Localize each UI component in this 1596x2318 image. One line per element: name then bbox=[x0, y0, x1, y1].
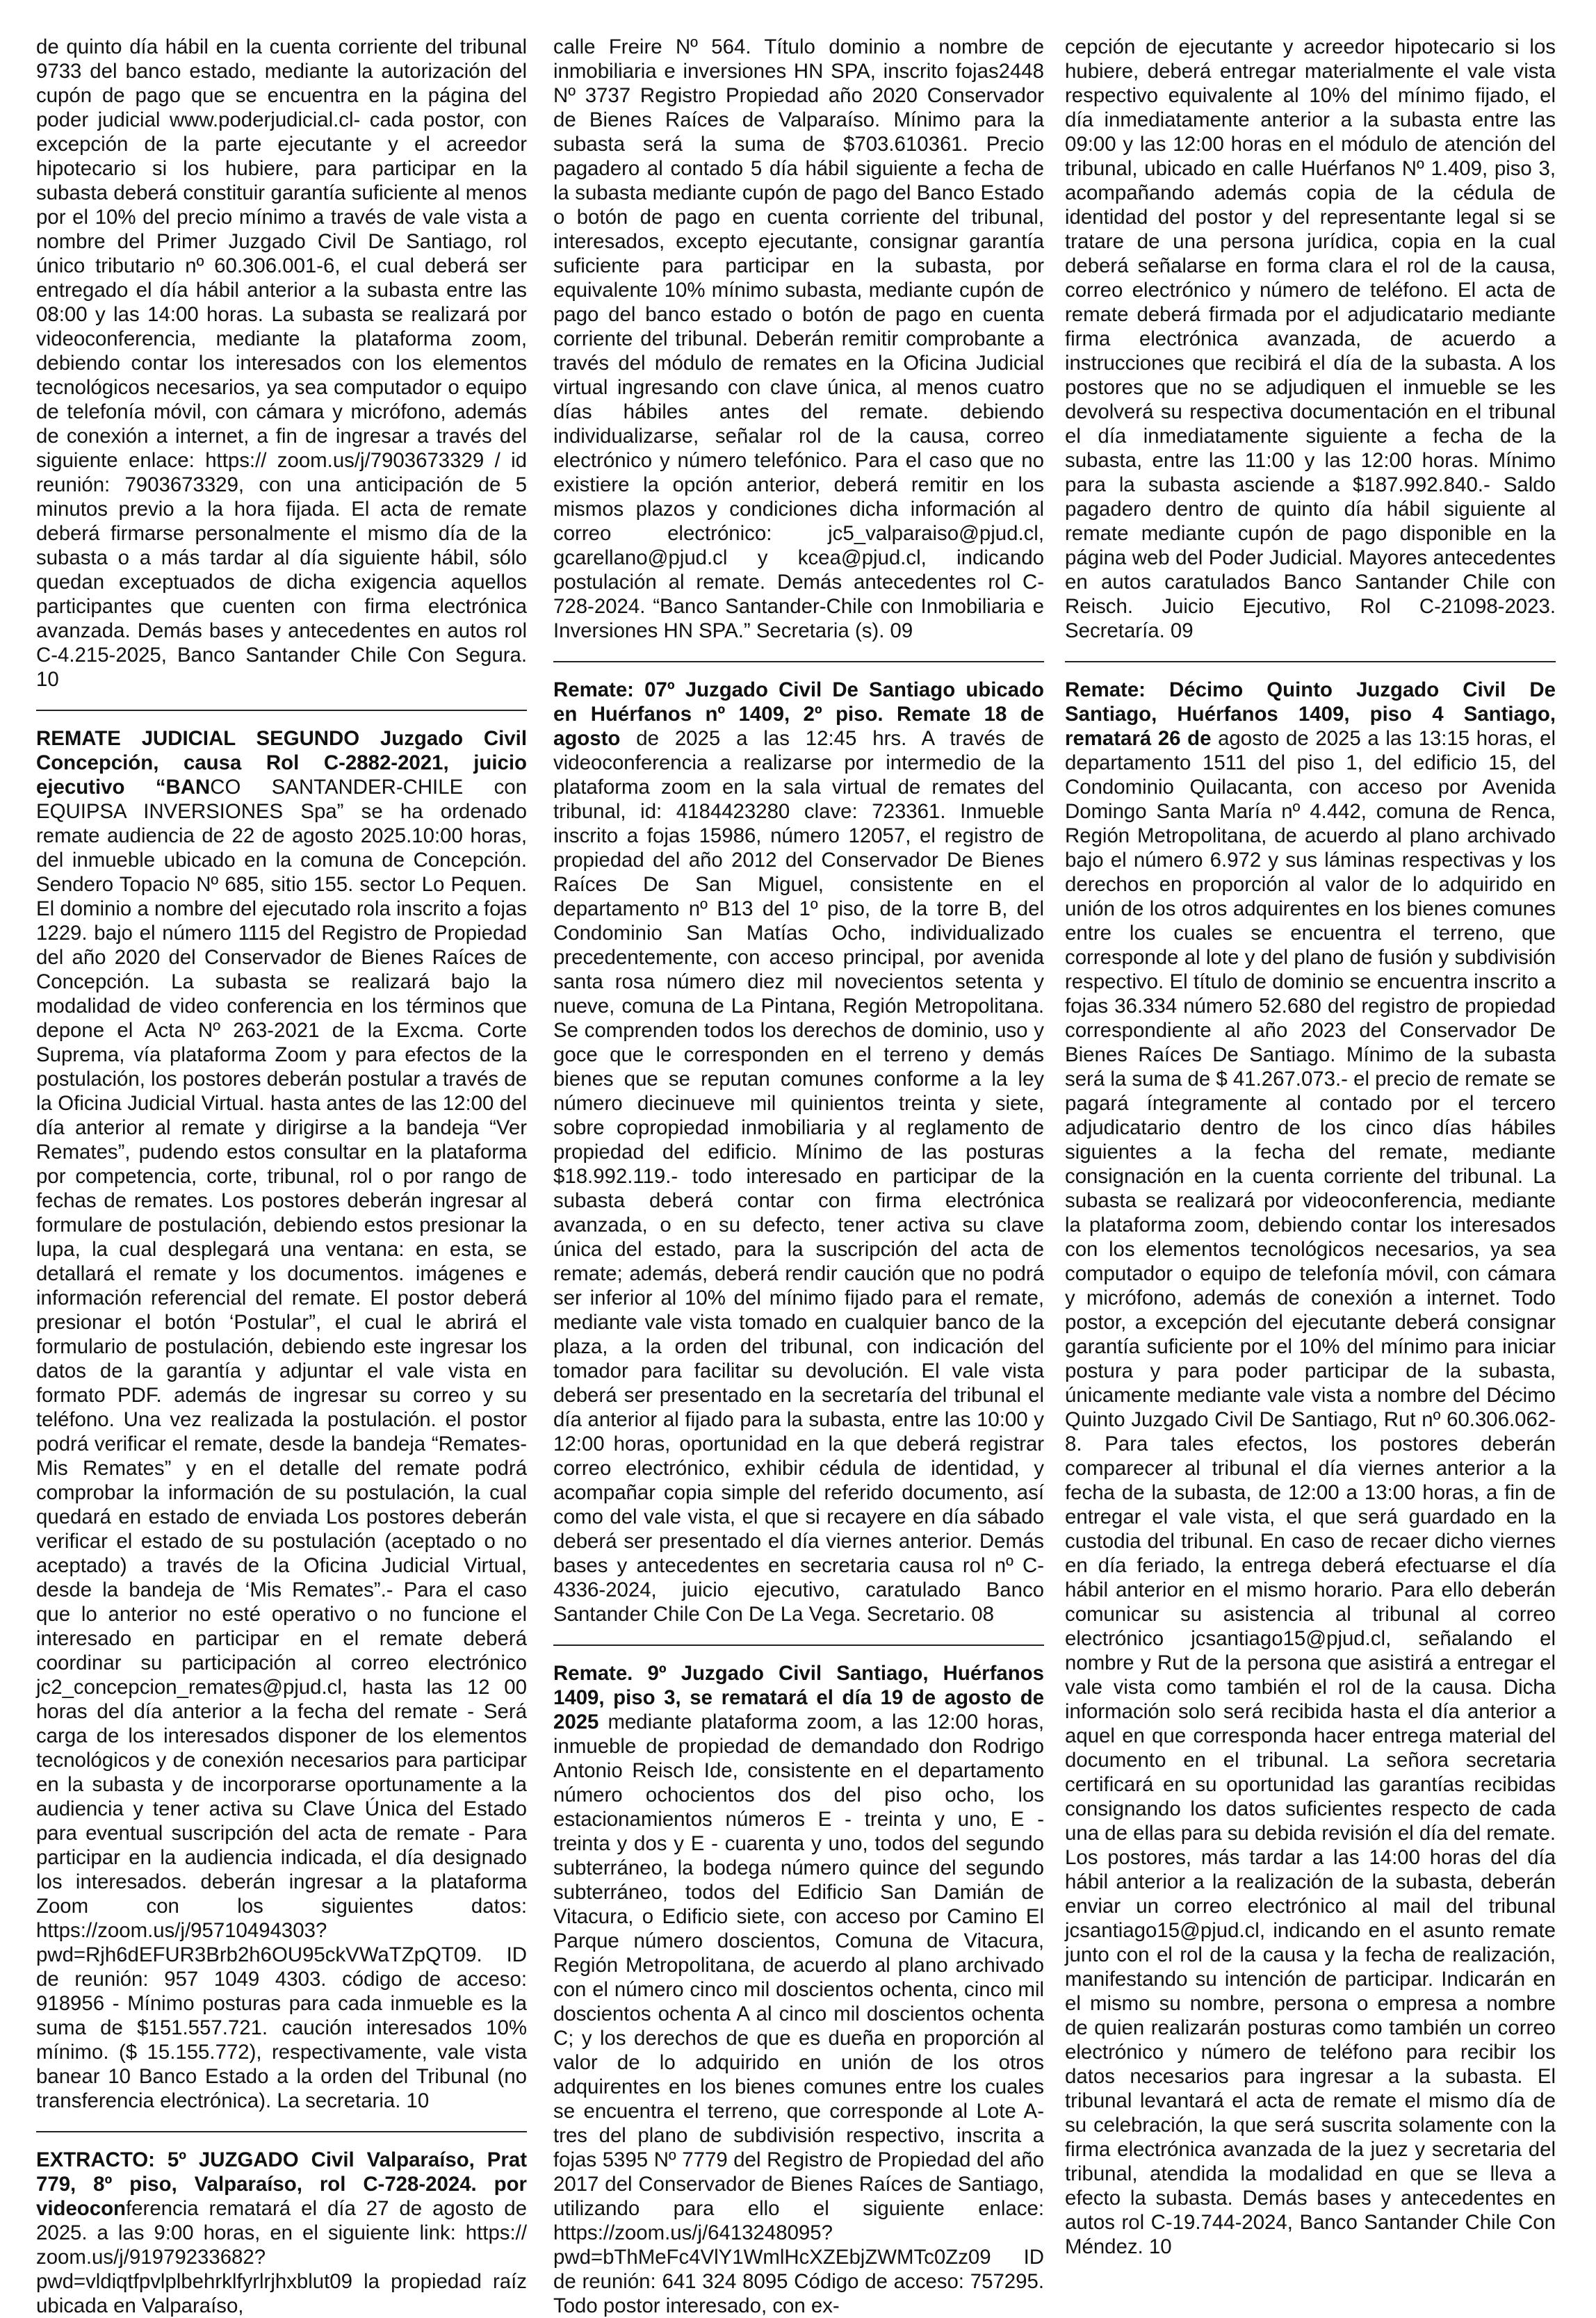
notice-lead: Remate: 07º Juzgado Civil De Santiago ubicado en Huérfanos nº 1409, 2º piso. Remate 18 de agosto bbox=[553, 678, 1044, 750]
notice-divider bbox=[36, 2131, 527, 2132]
column-1 bbox=[36, 35, 527, 2318]
notice-continuation bbox=[36, 35, 527, 692]
notice-lead: Remate: Décimo Quinto Juzgado Civil De Santiago, Huérfanos 1409, piso 4 Santiago, rematará 26 de bbox=[1065, 678, 1556, 750]
notice-body: cepción de ejecutante y acreedor hipotecario si los hubiere, deberá entregar materialmente el vale vista respectivo equivalente al 10% del mínimo fijado, el día inmediatamente anterior a la subasta entre las 09:00 y las 12:00 horas en el módulo de atención del tribunal, ubicado en calle Huérfanos Nº 1.409, piso 3, acompañando además copia de la cédula de identidad del postor y del representante legal si se tratare de una persona jurídica, copia en la cual deberá señalarse en forma clara el rol de la causa, correo electrónico y número de teléfono. El acta de remate deberá firmada por el adjudicatario mediante firma electrónica avanzada, de acuerdo a instrucciones que recibirá el día de la subasta. A los postores que no se adjudiquen el inmueble se les devolverá su respectiva documentación en el tribunal el día inmediatamente siguiente a fecha de la subasta, entre las 11:00 y las 12:00 horas. Mínimo para la subasta asciende a $187.992.840.- Saldo pagadero dentro de quinto día hábil siguiente al remate mediante cupón de pago disponible en la página web del Poder Judicial. Mayores antecedentes en autos caratulados Banco Santander Chile con Reisch. Juicio Ejecutivo, Rol C-21098-2023. Secretaría. 09 bbox=[1065, 35, 1556, 642]
notice-body: CO SANTANDER-CHILE con EQUIPSA INVERSIONES Spa” se ha ordenado remate audiencia de 22 de agosto 2025.10:00 horas, del inmueble ubicado en la comuna de Concepción. Sendero Topacio Nº 685, sitio 155. sector Lo Pequen. El dominio a nombre del ejecutado rola inscrito a fojas 1229. bajo el número 1115 del Registro de Propiedad del año 2020 del Conservador de Bienes Raíces de Concepción. La subasta se realizará bajo la modalidad de video conferencia en los términos que depone el Acta Nº 263-2021 de la Excma. Corte Suprema, vía plataforma Zoom y para efectos de la postulación, los postores deberán postular a través de la Oficina Judicial Virtual. hasta antes de las 12:00 del día anterior al remate y dirigirse a la bandeja “Ver Remates”, pudendo estos consultar en la plataforma por competencia, corte, tribunal, rol o por rango de fechas de remates. Los postores deberán ingresar al formulare de postulación, debiendo estos presionar la lupa, la cual desplegará una ventana: en esta, se detallará el remate y los documentos. imágenes e información referencial del remate. El postor deberá presionar el botón ‘Postular”, el cual le abrirá el formulario de postulación, debiendo este ingresar los datos de la garantía y adjuntar el vale vista en formato PDF. además de ingresar su correo y su teléfono. Una vez realizada la postulación. el postor podrá verificar el remate, desde la bandeja “Remates- Mis Remates” y en el detalle del remate podrá comprobar la información de su postulación, la cual quedará en estado de enviada Los postores deberán verificar el estado de su postulación (aceptado o no aceptado) a través de la Oficina Judicial Virtual, desde la bandeja de ‘Mis Remates”.- Para el caso que lo anterior no esté operativo o no funcione el interesado en participar en el remate deberá coordinar su participación al correo electrónico jc2_concepcion_remates@pjud.cl, hasta las 12 00 horas del día anterior a la fecha del remate - Será carga de los interesados disponer de los elementos tecnológicos y de conexión necesarios para participar en la subasta y de incorporarse oportunamente a la audiencia y tener activa su Clave Única del Estado para eventual suscripción del acta de remate - Para participar en la audiencia indicada, el día designado los interesados. deberán ingresar a la plataforma Zoom con los siguientes datos: https://zoom.us/j/95710494303?pwd=Rjh6dEFUR3Brb2h6OU95ckVWaTZpQT09. ID de reunión: 957 1049 4303. código de acceso: 918956 - Mínimo posturas para cada inmueble es la suma de $151.557.721. caución interesados 10% mínimo. ($ 15.155.772), respectivamente, vale vista banear 10 Banco Estado a la orden del Tribunal (no transferencia electrónica). La secretaria. 10 bbox=[36, 776, 527, 2112]
notice-continuation bbox=[1065, 35, 1556, 643]
notice-body: ferencia rematará el día 27 de agosto de 2025. a las 9:00 horas, en el siguiente link: https:// zoom.us/j/91979233682?pwd=vldiqtfpvlplbehrklfyrlrjhxblut09 la propiedad raíz ubicada en Valparaíso, bbox=[36, 2197, 527, 2317]
notice-body: de quinto día hábil en la cuenta corriente del tribunal 9733 del banco estado, mediante la autorización del cupón de pago que se encuentra en la página del poder judicial www.poderjudicial.cl- cada postor, con excepción de la parte ejecutante y el acreedor hipotecario si los hubiere, para participar en la subasta deberá constituir garantía suficiente al menos por el 10% del precio mínimo a través de vale vista a nombre del Primer Juzgado Civil De Santiago, rol único tributario nº 60.306.001-6, el cual deberá ser entregado el día hábil anterior a la subasta entre las 08:00 y las 14:00 horas. La subasta se realizará por videoconferencia, mediante la plataforma zoom, debiendo contar los interesados con los elementos tecnológicos necesarios, ya sea computador o equipo de telefonía móvil, con cámara y micrófono, además de conexión a internet, a fin de ingresar a través del siguiente enlace: https:// zoom.us/j/7903673329 / id reunión: 7903673329, con una anticipación de 5 minutos previo a la hora fijada. El acta de remate deberá firmarse personalmente el mismo día de la subasta o a más tardar al día siguiente hábil, sólo quedan exceptuados de dicha exigencia aquellos participantes que cuenten con firma electrónica avanzada. Demás bases y antecedentes en autos rol C-4.215-2025, Banco Santander Chile Con Segura. 10 bbox=[36, 35, 527, 691]
notice-body: de 2025 a las 12:45 hrs. A través de videoconferencia a realizarse por intermedio de la plataforma zoom en la sala virtual de remates del tribunal, id: 4184423280 clave: 723361. Inmueble inscrito a fojas 15986, número 12057, el registro de propiedad del año 2012 del Conservador De Bienes Raíces De San Miguel, consistente en el departamento nº B13 del 1º piso, de la torre B, del Condominio San Matías Ocho, individualizado precedentemente, con acceso principal, por avenida santa rosa número diez mil novecientos setenta y nueve, comuna de La Pintana, Región Metropolitana. Se comprenden todos los derechos de dominio, uso y goce que le corresponden en el terreno y demás bienes que se reputan comunes conforme a la ley número diecinueve mil quinientos treinta y siete, sobre copropiedad inmobiliaria y al reglamento de propiedad del edificio. Mínimo de las posturas $18.992.119.- todo interesado en participar de la subasta deberá contar con firma electrónica avanzada, o en su defecto, tener activa su clave única del estado, para la suscripción del acta de remate; además, deberá rendir caución que no podrá ser inferior al 10% del mínimo fijado para el remate, mediante vale vista tomado en cualquier banco de la plaza, a la orden del tribunal, con indicación del tomador para facilitar su devolución. El vale vista deberá ser presentado en la secretaría del tribunal el día anterior al fijado para la subasta, entre las 10:00 y 12:00 horas, oportunidad en la que deberá registrar correo electrónico, exhibir cédula de identidad, y acompañar copia simple del referido documento, así como del vale vista, el que si recayere en día sábado deberá ser presentado el día viernes anterior. Demás bases y antecedentes en secretaria causa rol nº C-4336-2024, juicio ejecutivo, caratulado Banco Santander Chile Con De La Vega. Secretario. 08 bbox=[553, 727, 1044, 1626]
notice-lead: Remate. 9º Juzgado Civil Santiago, Huérfanos 1409, piso 3, se rematará el día 19 de agosto de 2025 bbox=[553, 1662, 1044, 1733]
notice-remate-9-juzgado bbox=[553, 1661, 1044, 2318]
notice-remate-concepcion bbox=[36, 726, 527, 2113]
notice-divider bbox=[36, 710, 527, 711]
notice-body: calle Freire Nº 564. Título dominio a nombre de inmobiliaria e inversiones HN SPA, inscrito fojas2448 Nº 3737 Registro Propiedad año 2020 Conservador de Bienes Raíces de Valparaíso. Mínimo para la subasta será la suma de $703.610361. Precio pagadero al contado 5 día hábil siguiente a fecha de la subasta mediante cupón de pago del Banco Estado o botón de pago en cuenta corriente del tribunal, interesados, excepto ejecutante, consignar garantía suficiente para participar en la subasta, por equivalente 10% mínimo subasta, mediante cupón de pago del banco estado o botón de pago en cuenta corriente del tribunal. Deberán remitir comprobante a través del módulo de remates en la Oficina Judicial virtual ingresando con clave única, al menos cuatro días hábiles antes del remate. debiendo individualizarse, señalar rol de la causa, correo electrónico y número telefónico. Para el caso que no existiere la opción anterior, deberá remitir en los mismos plazos y condiciones dicha información al correo electrónico: jc5_valparaiso@pjud.cl, gcarellano@pjud.cl y kcea@pjud.cl, indicando postulación al remate. Demás antecedentes rol C-728-2024. “Banco Santander-Chile con Inmobiliaria e Inversiones HN SPA.” Secretaria (s). 09 bbox=[553, 35, 1044, 642]
column-3 bbox=[1065, 35, 1556, 2259]
column-2 bbox=[553, 35, 1044, 2318]
notice-body: agosto de 2025 a las 13:15 horas, el departamento 1511 del piso 1, del edificio 15, del Condominio Quilacanta, con acceso por Avenida Domingo Santa María nº 4.442, comuna de Renca, Región Metropolitana, de acuerdo al plano archivado bajo el número 6.972 y sus láminas respectivas y los derechos en proporción al valor de lo adquirido en unión de los otros adquirentes en los bienes comunes entre los cuales se encuentra el terreno, que corresponde al lote y del plano de fusión y subdivisión respectivo. El título de dominio se encuentra inscrito a fojas 36.334 número 52.680 del registro de propiedad correspondiente al año 2023 del Conservador De Bienes Raíces De Santiago. Mínimo de la subasta será la suma de $ 41.267.073.- el precio de remate se pagará íntegramente al contado por el tercero adjudicatario dentro de los cinco días hábiles siguientes a la fecha del remate, mediante consignación en la cuenta corriente del tribunal. La subasta se realizará por videoconferencia, mediante la plataforma zoom, debiendo contar los interesados con los elementos tecnológicos necesarios, ya sea computador o equipo de telefonía móvil, con cámara y micrófono, además de conexión a internet. Todo postor, a excepción del ejecutante deberá consignar garantía suficiente por el 10% del mínimo para iniciar postura y para poder participar de la subasta, únicamente mediante vale vista a nombre del Décimo Quinto Juzgado Civil De Santiago, Rut nº 60.306.062-8. Para tales efectos, los postores deberán comparecer al tribunal el día viernes anterior a la fecha de la subasta, de 12:00 a 13:00 horas, a fin de entregar el vale vista, el que será guardado en la custodia del tribunal. En caso de recaer dicho viernes en día feriado, la entrega deberá efectuarse el día hábil anterior en el mismo horario. Para ello deberán comunicar su asistencia al tribunal al correo electrónico jcsantiago15@pjud.cl, señalando el nombre y Rut de la persona que asistirá a entregar el vale vista como también el rol de la causa. Dicha información solo será recibida hasta el día anterior a aquel en que corresponda hacer entrega material del documento en el tribunal. La señora secretaria certificará en su oportunidad las garantías recibidas consignando los datos suficientes respecto de cada una de ellas para su debida revisión el día del remate. Los postores, más tardar a las 14:00 horas del día hábil anterior a la realización de la subasta, deberán enviar un correo electrónico al mail del tribunal jcsantiago15@pjud.cl, indicando en el asunto remate junto con el rol de la causa y la fecha de realización, manifestando su intención de participar. Indicarán en el mismo su nombre, persona o empresa a nombre de quien realizarán posturas como también un correo electrónico y número de teléfono para recibir los datos necesarios para ingresar a la subasta. El tribunal levantará el acta de remate el mismo día de su celebración, la que será suscrita solamente con la firma electrónica avanzada de la juez y secretaria del tribunal, atendida la modalidad en que se lleva a efecto la subasta. Demás bases y antecedentes en autos rol C-19.744-2024, Banco Santander Chile Con Méndez. 10 bbox=[1065, 727, 1556, 2258]
notice-lead: REMATE JUDICIAL SEGUNDO Juzgado Civil Concepción, causa Rol C-2882-2021, juicio ejecutivo “BAN bbox=[36, 727, 527, 799]
notice-continuation bbox=[553, 35, 1044, 643]
notice-remate-15-juzgado bbox=[1065, 678, 1556, 2259]
notice-body: mediante plataforma zoom, a las 12:00 horas, inmueble de propiedad de demandado don Rodrigo Antonio Reisch Ide, consistente en el departamento número ochocientos dos del piso ocho, los estacionamientos números E - treinta y uno, E - treinta y dos y E - cuarenta y uno, todos del segundo subterráneo, la bodega número quince del segundo subterráneo, todos del Edificio San Damián de Vitacura, o Edificio siete, con acceso por Camino El Parque número doscientos, Comuna de Vitacura, Región Metropolitana, de acuerdo al plano archivado con el número cinco mil doscientos ochenta, cinco mil doscientos ochenta A al cinco mil doscientos ochenta C; y los derechos de que es dueña en proporción al valor de lo adquirido en unión de los otros adquirentes en los bienes comunes entre los cuales se encuentra el terreno, que corresponde al Lote A-tres del plano de subdivisión respectivo, inscrita a fojas 5395 Nº 7779 del Registro de Propiedad del año 2017 del Conservador de Bienes Raíces de Santiago, utilizando para ello el siguiente enlace: https://zoom.us/j/6413248095?pwd=bThMeFc4VlY1WmlHcXZEbjZWMTc0Zz09 ID de reunión: 641 324 8095 Código de acceso: 757295. Todo postor interesado, con ex- bbox=[553, 1711, 1044, 2317]
notice-divider bbox=[1065, 661, 1556, 662]
notice-divider bbox=[553, 661, 1044, 662]
notice-lead: EXTRACTO: 5º JUZGADO Civil Valparaíso, Prat 779, 8º piso, Valparaíso, rol C-728-2024. por videocon bbox=[36, 2148, 527, 2220]
notice-extracto-valparaiso bbox=[36, 2148, 527, 2318]
notice-divider bbox=[553, 1644, 1044, 1646]
notice-remate-07-juzgado bbox=[553, 678, 1044, 1626]
